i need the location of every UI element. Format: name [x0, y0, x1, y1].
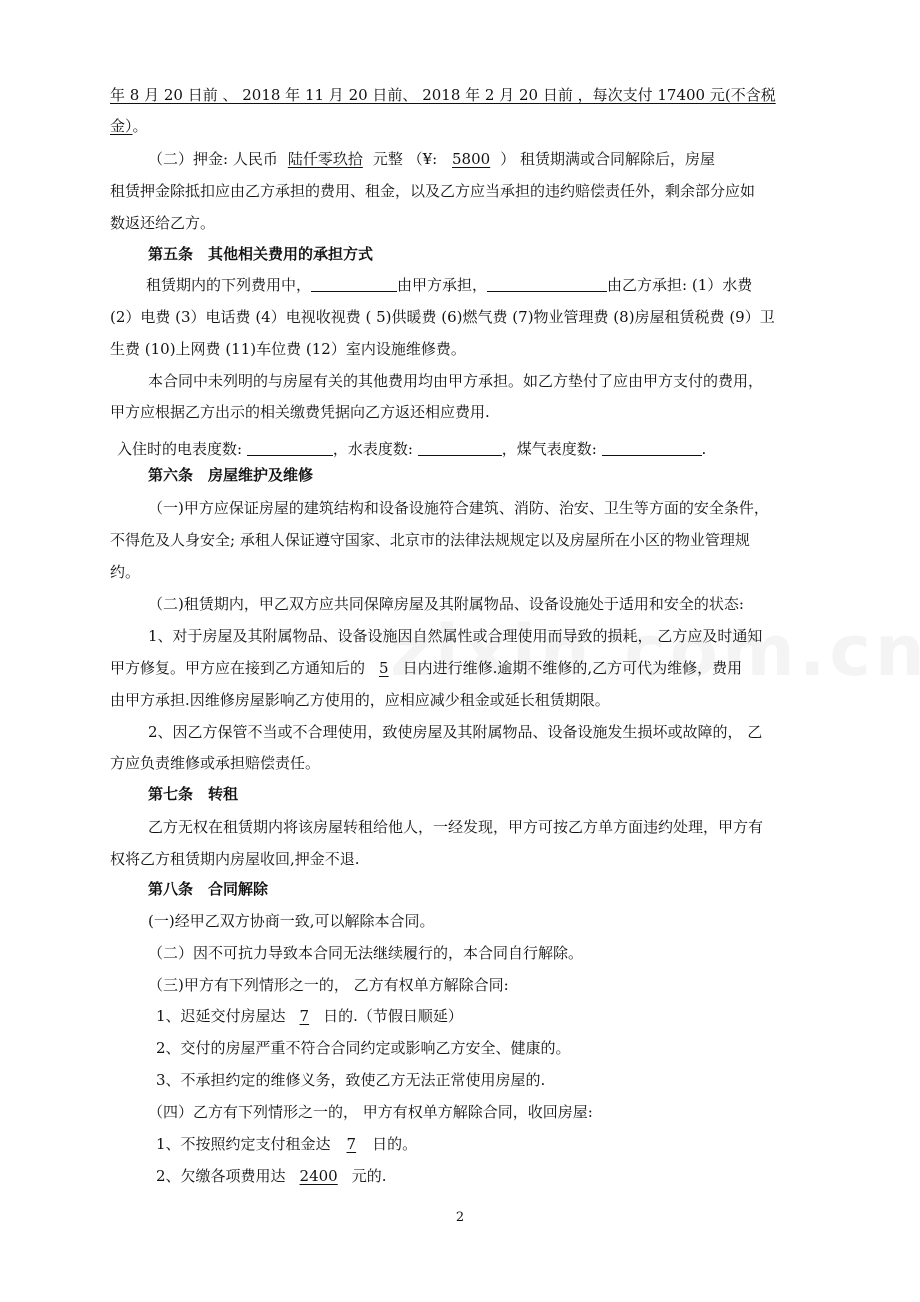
- art6-line-6: [110, 657, 810, 679]
- art5-line-5: 甲方应根据乙方出示的相关缴费凭据向乙方返还相应费用.: [110, 403, 490, 421]
- deposit-amount-number: 5800: [452, 150, 491, 168]
- art6-line-9: 方应负责维修或承担赔偿责任。: [110, 754, 321, 772]
- watermark: [390, 610, 920, 692]
- art5-line-3: 生费 (10)上网费 (11)车位费 (12）室内设施维修费。: [110, 340, 466, 358]
- art8-line-5: 2、交付的房屋严重不符合合同约定或影响乙方安全、健康的。: [156, 1039, 571, 1057]
- art6-l6a: 甲方修复。甲方应在接到乙方通知后的: [110, 659, 366, 677]
- art8-l8a: 1、不按照约定支付租金达: [156, 1135, 331, 1153]
- deposit-line-2: 租赁押金除抵扣应由乙方承担的费用、租金，以及乙方应当承担的违约赔偿责任外，剩余部分应如: [110, 182, 756, 200]
- art6-line-8: 2、因乙方保管不当或不合理使用，致使房屋及其附属物品、设备设施发生损坏或故障的， 乙: [148, 723, 763, 741]
- art6-line-5: 1、对于房屋及其附属物品、设备设施因自然属性或合理使用而导致的损耗， 乙方应及时通知: [148, 627, 763, 645]
- deposit-amount-words: 陆仟零玖拾: [287, 150, 363, 168]
- art7-line-2: 权将乙方租赁期内房屋收回,押金不退.: [110, 850, 360, 868]
- gas-meter-blank: [602, 439, 702, 456]
- art8-line-6: 3、不承担约定的维修义务，致使乙方无法正常使用房屋的.: [156, 1071, 546, 1089]
- art8-line-1: (一)经甲乙双方协商一致,可以解除本合同。: [148, 912, 435, 930]
- art6-line-3: 约。: [110, 563, 141, 581]
- electric-meter-blank: [247, 439, 333, 456]
- deposit-line-1: [148, 148, 810, 170]
- art8-l8b: 日的。: [372, 1135, 418, 1153]
- rent-overdue-days: 7: [346, 1135, 357, 1153]
- meter-gas-label: ，煤气表度数:: [501, 440, 597, 458]
- rent-dates-line: 年 8 月 20 日前 、 2018 年 11 月 20 日前、 2018 年 2 月 20 日前 ，每次支付 17400 元(不含税: [110, 86, 776, 104]
- article-8-title: 第八条 合同解除: [148, 880, 269, 898]
- deposit-line-3: 数返还给乙方。: [110, 214, 216, 232]
- art8-l9a: 2、欠缴各项费用达: [156, 1167, 286, 1185]
- art5-line-1: [146, 274, 810, 296]
- rent-dates-end: 。: [132, 117, 148, 135]
- art8-l4a: 1、迟延交付房屋达: [156, 1007, 286, 1025]
- art7-line-1: 乙方无权在租赁期内将该房屋转租给他人，一经发现，甲方可按乙方单方面违约处理，甲方有: [148, 818, 764, 836]
- art5-l1a: 租赁期内的下列费用中，: [146, 276, 312, 294]
- blank-field: [311, 275, 397, 292]
- art8-line-8: [156, 1133, 810, 1155]
- article-5-title: 第五条 其他相关费用的承担方式: [148, 245, 374, 263]
- art8-line-7: （四）乙方有下列情形之一的， 甲方有权单方解除合同，收回房屋:: [148, 1103, 593, 1121]
- meter-end: .: [701, 440, 707, 458]
- deposit-label: （二）押金: 人民币: [148, 150, 278, 168]
- meter-readings-line: [117, 438, 810, 460]
- meter-water-label: ，水表度数:: [332, 440, 413, 458]
- delay-days: 7: [299, 1007, 310, 1025]
- art5-line-2: (2）电费 (3）电话费 (4）电视收视费 ( 5)供暖费 (6)燃气费 (7)物业管理费 (8)房屋租赁税费 (9）卫: [110, 308, 775, 326]
- article-7-title: 第七条 转租: [148, 785, 239, 803]
- water-meter-blank: [418, 439, 502, 456]
- art6-l6b: 日内进行维修.逾期不维修的,乙方可代为维修，费用: [402, 659, 743, 677]
- art6-line-2: 不得危及人身安全; 承租人保证遵守国家、北京市的法律法规规定以及房屋所在小区的物业管理规: [110, 531, 750, 549]
- rent-dates-cont-line: [110, 115, 810, 137]
- blank-field: [487, 275, 607, 292]
- article-6-title: 第六条 房屋维护及维修: [148, 466, 314, 484]
- deposit-label-3: ） 租赁期满或合同解除后，房屋: [500, 150, 715, 168]
- deposit-label-2: 元整 （¥:: [372, 150, 438, 168]
- art8-l9b: 元的.: [351, 1167, 387, 1185]
- rent-dates-cont: 金）: [110, 117, 133, 135]
- art8-line-4: [156, 1005, 810, 1027]
- art8-line-3: （三)甲方有下列情形之一的， 乙方有权单方解除合同:: [148, 976, 509, 994]
- art6-line-4: （二)租赁期内，甲乙双方应共同保障房屋及其附属物品、设备设施处于适用和安全的状态:: [148, 595, 744, 613]
- art6-line-7: 由甲方承担.因维修房屋影响乙方使用的，应相应减少租金或延长租赁期限。: [110, 691, 610, 709]
- repair-days: 5: [379, 659, 389, 677]
- art5-l1b: 由甲方承担，: [397, 276, 488, 294]
- art6-line-1: （一)甲方应保证房屋的建筑结构和设备设施符合建筑、消防、治安、卫生等方面的安全条件，: [148, 499, 769, 517]
- fee-arrears-amount: 2400: [299, 1167, 338, 1185]
- meter-electric-label: 入住时的电表度数:: [117, 440, 243, 458]
- page-number: 2: [455, 1210, 465, 1225]
- art5-line-4: 本合同中未列明的与房屋有关的其他费用均由甲方承担。如乙方垫付了应由甲方支付的费用，: [148, 372, 764, 390]
- art8-line-2: （二）因不可抗力导致本合同无法继续履行的，本合同自行解除。: [148, 944, 584, 962]
- art8-line-9: [156, 1165, 810, 1187]
- art8-l4b: 日的.（节假日顺延）: [323, 1007, 463, 1025]
- art5-l1c: 由乙方承担: (1）水费: [607, 276, 753, 294]
